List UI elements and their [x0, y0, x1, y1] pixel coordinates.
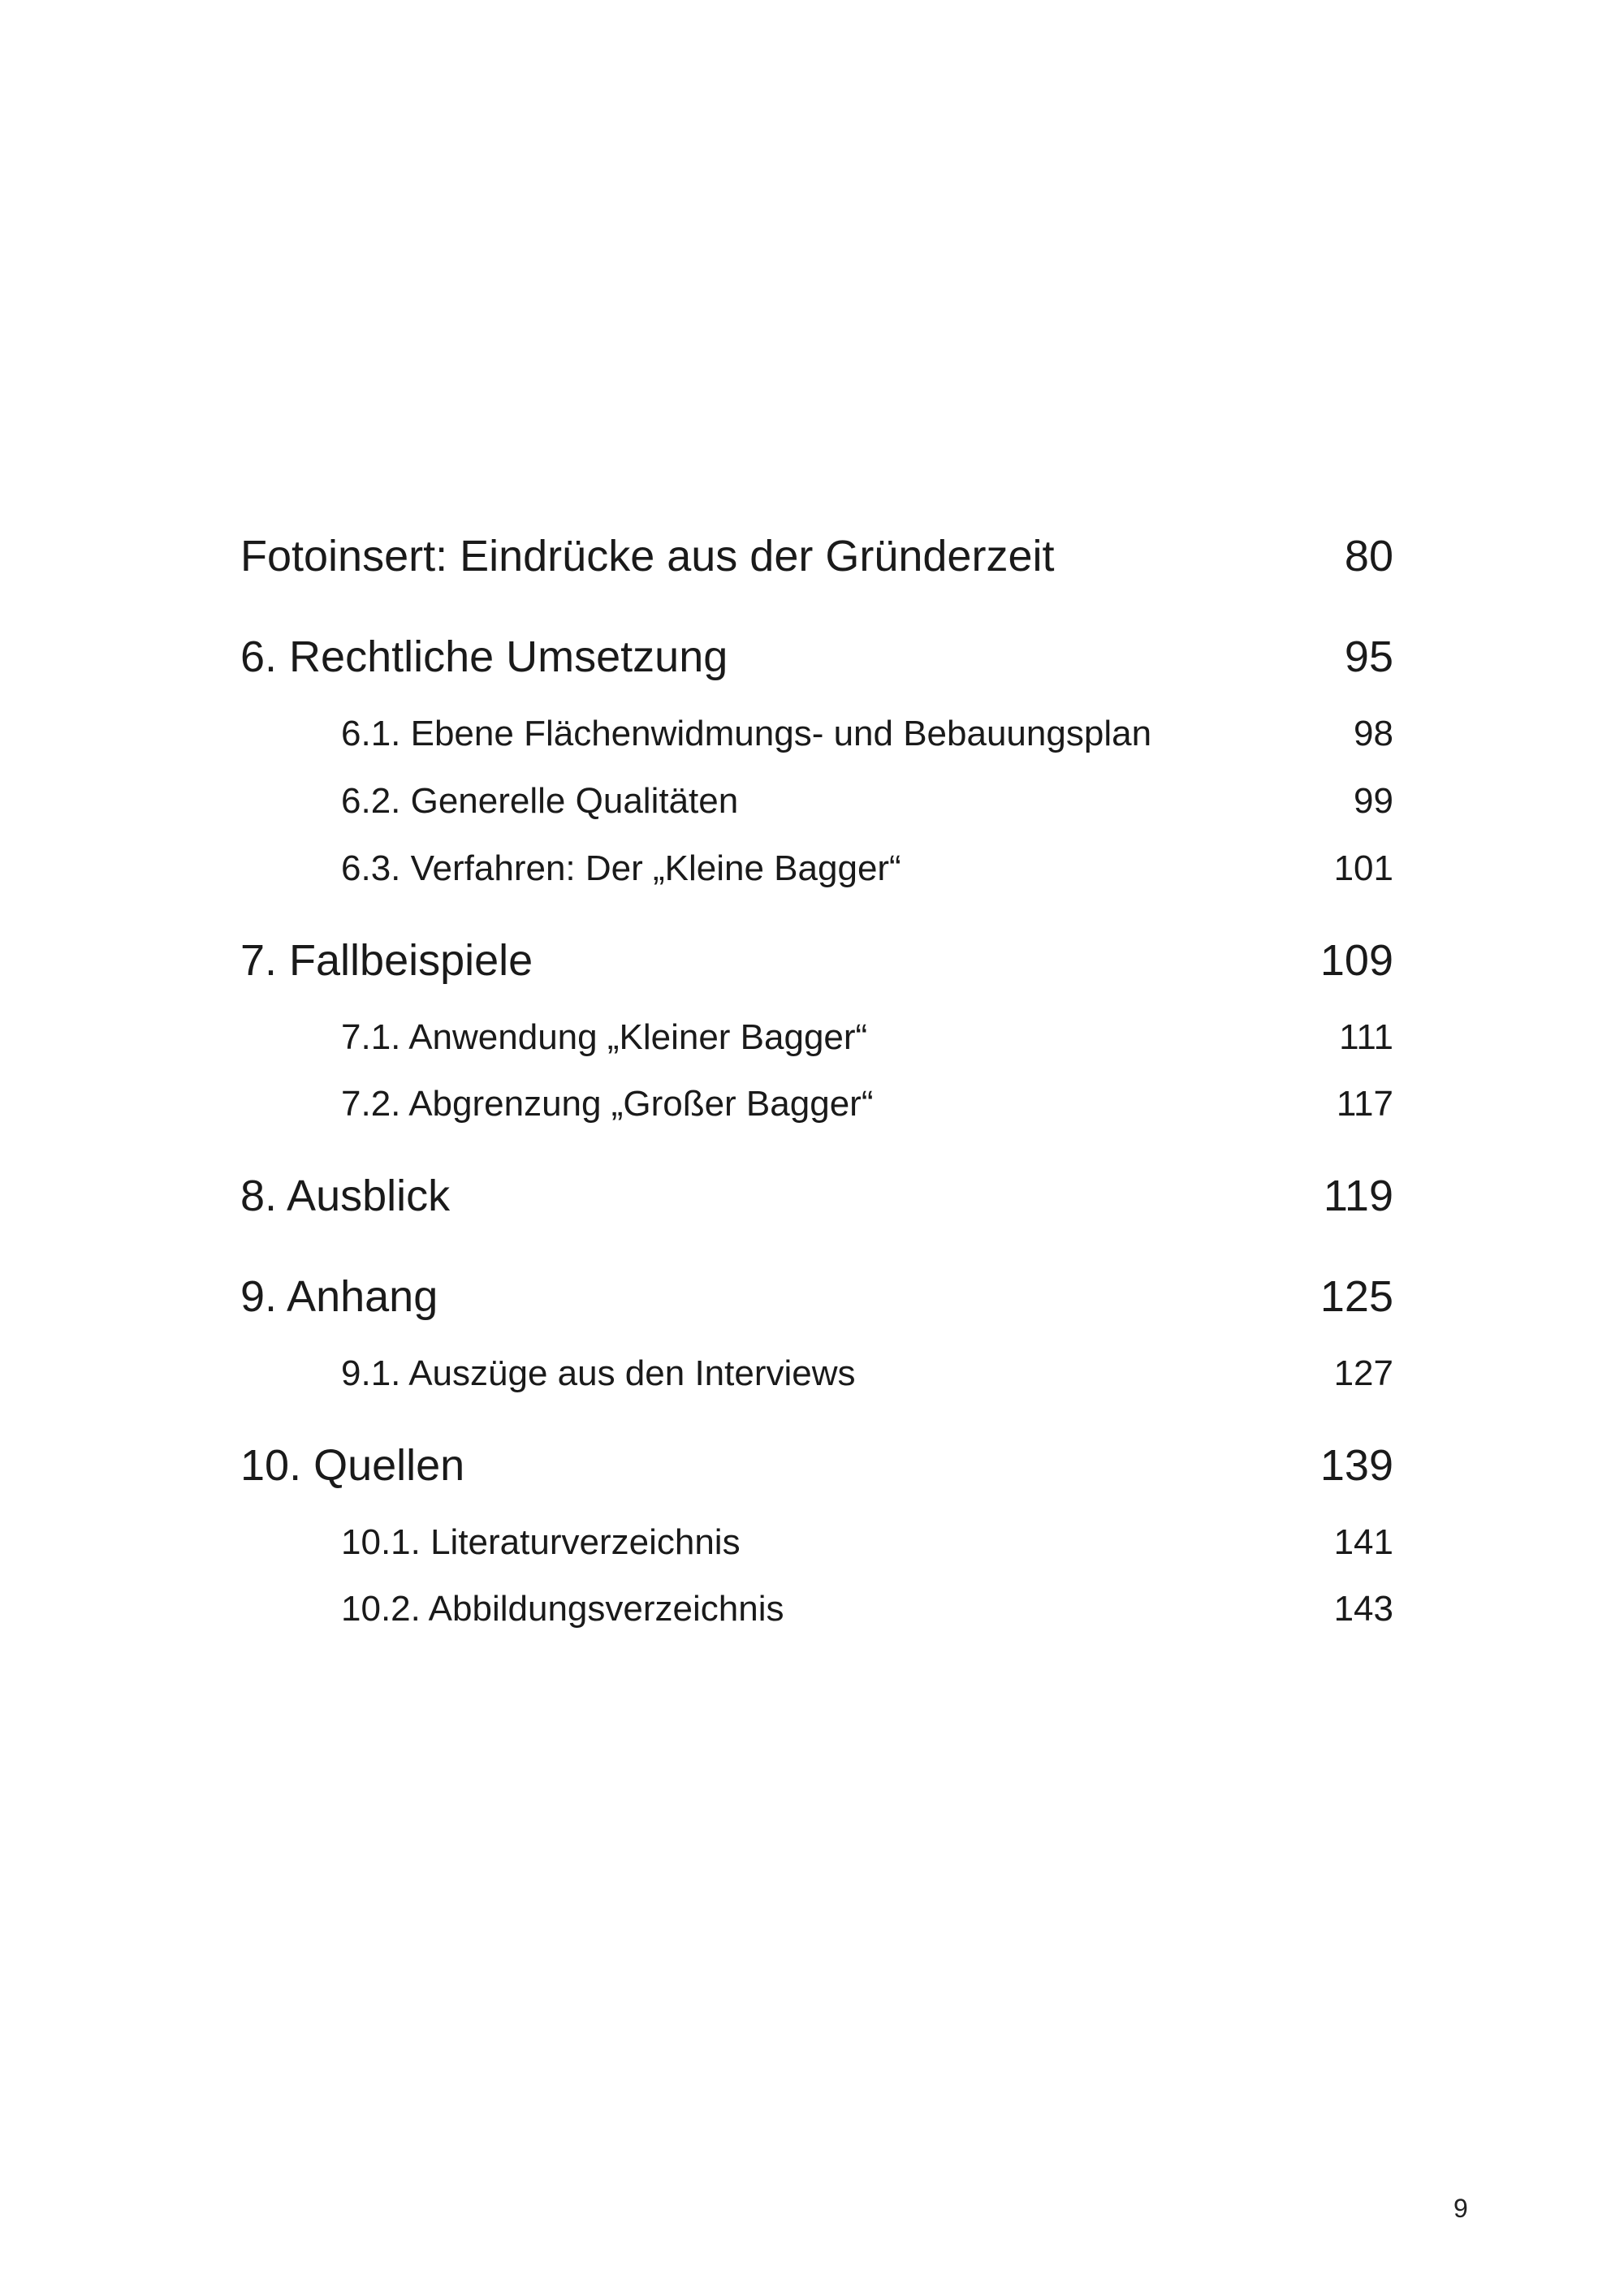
toc-entry-chapter-8	[240, 1167, 1393, 1224]
toc-entry-title: 10.1. Literaturverzeichnis	[341, 1522, 741, 1562]
toc-entry-title: 9.1. Auszüge aus den Interviews	[341, 1353, 856, 1393]
toc-entry-section-9-1	[240, 1341, 1393, 1398]
toc-entry-page: 99	[1354, 781, 1393, 821]
toc-entry-chapter-7	[240, 932, 1393, 989]
toc-entry-page: 95	[1344, 632, 1393, 681]
toc-entry-title: 6.1. Ebene Flächenwidmungs- und Bebauungsplan	[341, 714, 1152, 753]
toc-entry-title: 9. Anhang	[240, 1272, 438, 1321]
toc-entry-chapter-9	[240, 1268, 1393, 1325]
toc-entry-title: 7.1. Anwendung „Kleiner Bagger“	[341, 1017, 868, 1057]
toc-entry-section-10-2	[240, 1577, 1393, 1634]
toc-entry-chapter-6	[240, 628, 1393, 685]
toc-entry-page: 117	[1336, 1084, 1393, 1124]
toc-entry-title: 7.2. Abgrenzung „Großer Bagger“	[341, 1084, 874, 1124]
toc-entry-page: 119	[1323, 1172, 1393, 1220]
toc-entry-title: 6.2. Generelle Qualitäten	[341, 781, 739, 821]
toc-entry-section-10-1	[240, 1510, 1393, 1567]
toc-entry-section-6-2	[240, 769, 1393, 826]
toc-entry-page: 80	[1344, 532, 1393, 580]
toc-entry-title: 7. Fallbeispiele	[240, 936, 533, 985]
toc-entry-page: 109	[1320, 936, 1393, 985]
toc-entry-section-7-2	[240, 1072, 1393, 1129]
toc-entry-page: 98	[1354, 714, 1393, 753]
toc-entry-page: 143	[1333, 1589, 1393, 1629]
toc-entry-title: 10. Quellen	[240, 1441, 465, 1490]
toc-entry-page: 139	[1320, 1441, 1393, 1490]
toc-entry-title: 8. Ausblick	[240, 1172, 451, 1220]
toc-entry-page: 127	[1333, 1353, 1393, 1393]
toc-entry-page: 141	[1333, 1522, 1393, 1562]
page-number: 9	[1453, 2194, 1468, 2223]
toc-entry-title: 6.3. Verfahren: Der „Kleine Bagger“	[341, 848, 901, 888]
toc-entry-page: 101	[1333, 848, 1393, 888]
toc-entry-section-6-3	[240, 836, 1393, 893]
toc-entry-title: 10.2. Abbildungsverzeichnis	[341, 1589, 784, 1629]
toc-entry-section-7-1	[240, 1005, 1393, 1062]
toc-entry-page: 125	[1320, 1272, 1393, 1321]
toc-entry-chapter-10	[240, 1437, 1393, 1494]
toc-entry-title: Fotoinsert: Eindrücke aus der Gründerzeit	[240, 532, 1055, 580]
toc-entry-page: 111	[1339, 1017, 1393, 1057]
toc-entry-fotoinsert	[240, 528, 1393, 585]
toc-entry-section-6-1	[240, 701, 1393, 758]
toc-entry-title: 6. Rechtliche Umsetzung	[240, 632, 728, 681]
